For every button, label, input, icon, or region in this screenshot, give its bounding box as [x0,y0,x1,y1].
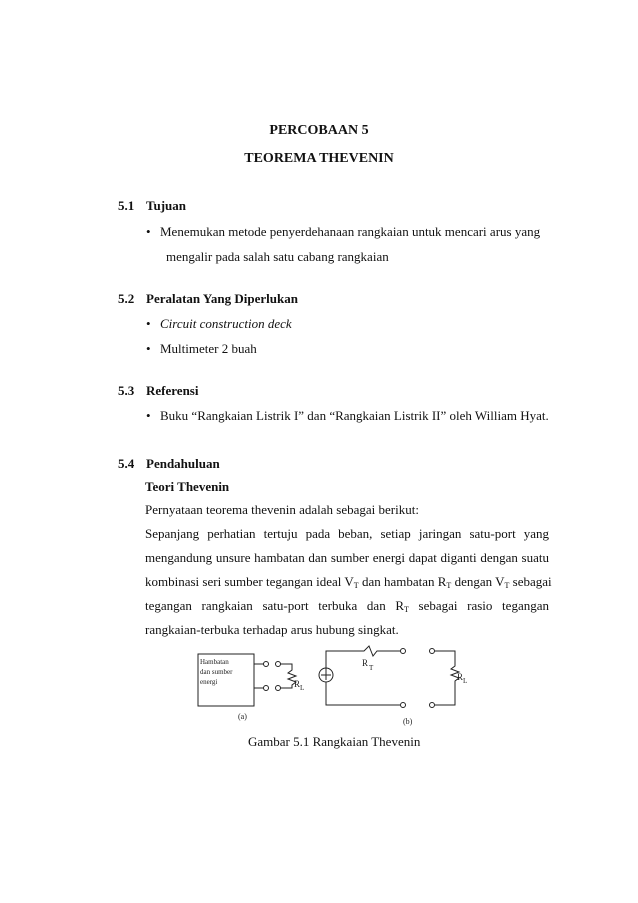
rt-label: R [362,658,369,668]
subscript: T [353,581,359,590]
paragraph-intro: Pernyataan teorema thevenin adalah sebagai berikut: [145,502,419,517]
paragraph-line [145,598,549,614]
list-item-text: Menemukan metode penyerdehanaan rangkaian untuk mencari arus yang [160,224,541,239]
paragraph-text: tegangan rangkaian satu-port terbuka dan R [145,598,404,613]
paragraph-line: rangkaian-terbuka terhadap arus hubung singkat. [145,622,399,637]
section-heading-referensi: Referensi [146,383,199,398]
paragraph-text: sebagai [509,574,552,589]
block-label: Hambatan [200,658,229,666]
paragraph-text: sebagai rasio tegangan [408,598,549,613]
list-item [146,316,292,332]
figure-label-b: (b) [403,717,413,726]
rl-label-sub: L [300,684,305,692]
section-heading-pendahuluan: Pendahuluan [146,456,220,471]
rl-label: R [457,672,464,682]
list-item-text: Buku “Rangkaian Listrik I” dan “Rangkaian Listrik II” oleh William Hyat. [160,408,549,423]
terminal-icon [401,703,406,708]
section-number-5-1: 5.1 [118,198,135,213]
page-subtitle: TEOREMA THEVENIN [244,151,394,166]
subscript: T [446,581,452,590]
terminal-icon [276,662,281,667]
list-item-continuation: mengalir pada salah satu cabang rangkaian [166,249,389,264]
rl-label-sub: L [463,677,468,685]
paragraph-line: mengandung unsure hambatan dan sumber energi dapat diganti dengan suatu [145,550,549,565]
section-number-5-2: 5.2 [118,291,135,306]
section-heading-tujuan: Tujuan [146,198,186,213]
list-item-text: Multimeter 2 buah [160,341,257,356]
paragraph-text: dengan V [451,574,505,589]
rl-label: R [294,679,301,689]
section-heading-peralatan: Peralatan Yang Diperlukan [146,291,298,306]
block-label: dan sumber [200,668,233,676]
list-item-text: Circuit construction deck [160,316,292,331]
section-number-5-3: 5.3 [118,383,135,398]
paragraph-line [145,574,552,590]
list-item [146,408,549,424]
thevenin-circuit-figure [190,640,480,730]
figure-caption: Gambar 5.1 Rangkaian Thevenin [248,734,421,749]
subheading-teori-thevenin: Teori Thevenin [145,479,230,494]
subscript: T [404,605,409,614]
terminal-icon [401,649,406,654]
rt-label-sub: T [369,664,374,672]
terminal-icon [264,662,269,667]
terminal-icon [264,686,269,691]
terminal-icon [430,649,435,654]
figure-label-a: (a) [238,712,247,721]
subscript: T [504,581,510,590]
list-item [146,224,540,240]
block-label: energi [200,678,218,686]
terminal-icon [430,703,435,708]
paragraph-line: Sepanjang perhatian tertuju pada beban, setiap jaringan satu-port yang [145,526,549,541]
terminal-icon [276,686,281,691]
paragraph-text: kombinasi seri sumber tegangan ideal V [145,574,354,589]
load-resistor-icon [435,651,459,705]
list-item [146,341,257,357]
page-title: PERCOBAAN 5 [269,123,369,138]
section-number-5-4: 5.4 [118,456,135,471]
paragraph-text: dan hambatan R [358,574,447,589]
